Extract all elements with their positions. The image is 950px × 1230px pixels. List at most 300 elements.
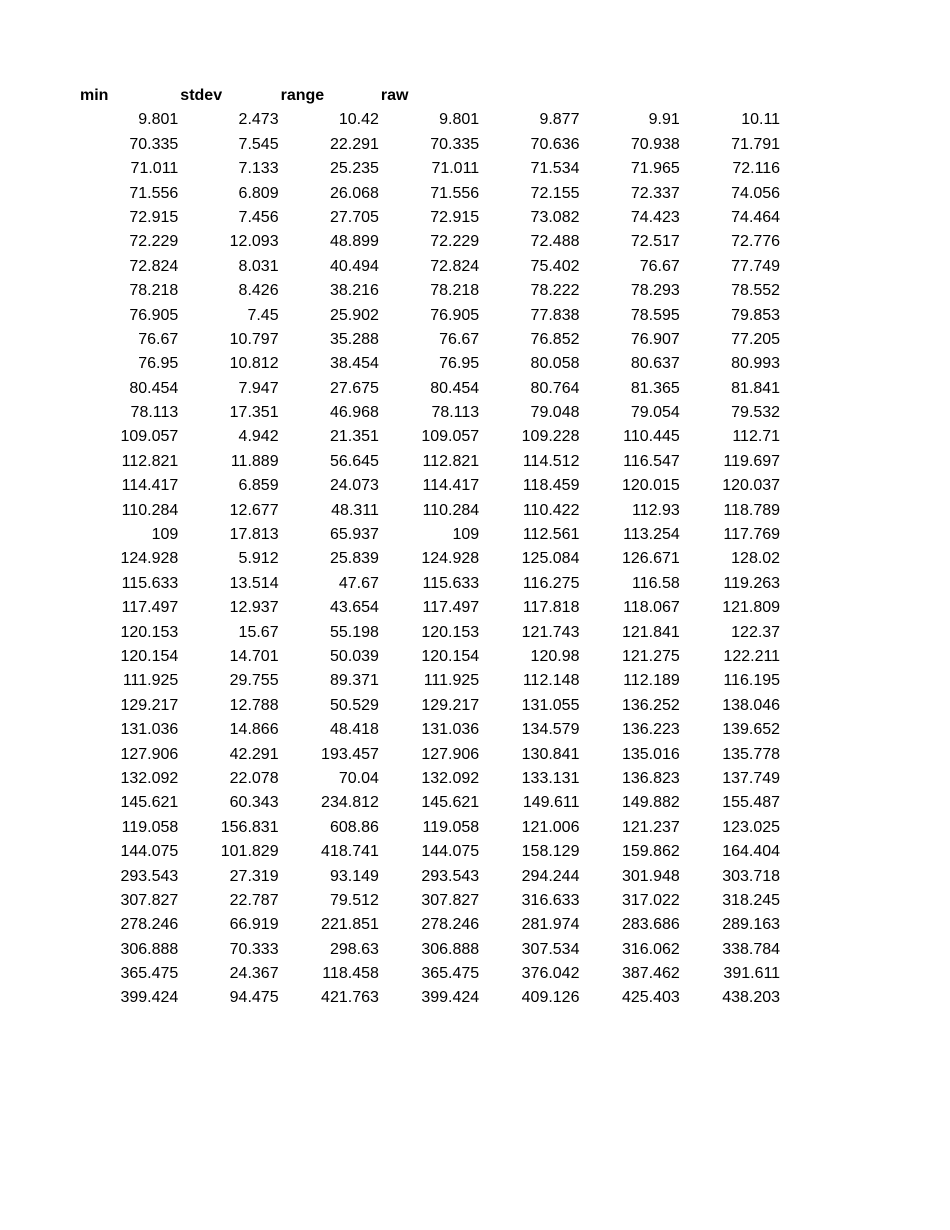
- table-cell: 159.862: [621, 843, 680, 861]
- table-cell: 15.67: [238, 623, 279, 641]
- table-cell: 66.919: [229, 916, 279, 934]
- table-cell: 112.821: [422, 452, 480, 470]
- table-cell: 71.791: [731, 135, 781, 153]
- table-cell: 116.275: [522, 574, 580, 592]
- table-cell: 22.078: [229, 769, 279, 787]
- table-cell: 306.888: [120, 940, 179, 958]
- table-cell: 125.084: [521, 550, 580, 568]
- table-cell: 80.764: [530, 379, 580, 397]
- table-cell: 399.424: [421, 989, 480, 1007]
- table-cell: 124.928: [120, 550, 179, 568]
- table-row: [79, 279, 781, 303]
- table-cell: 76.95: [439, 355, 480, 373]
- table-cell: 109.057: [120, 428, 179, 446]
- table-cell: 318.245: [722, 891, 781, 909]
- table-cell: 119.058: [422, 818, 480, 836]
- header-min: min: [80, 87, 109, 104]
- table-cell: 25.839: [329, 550, 379, 568]
- table-cell: 120.015: [621, 477, 680, 495]
- table-cell: 76.905: [430, 306, 480, 324]
- table-cell: 283.686: [621, 916, 680, 934]
- table-cell: 6.809: [238, 184, 279, 202]
- table-cell: 2.473: [238, 111, 279, 129]
- table-row: [79, 425, 781, 449]
- table-cell: 80.058: [530, 355, 580, 373]
- table-cell: 608.86: [329, 818, 379, 836]
- table-cell: 70.04: [338, 769, 379, 787]
- table-cell: 76.907: [630, 330, 680, 348]
- table-cell: 7.947: [238, 379, 279, 397]
- table-cell: 365.475: [421, 965, 480, 983]
- table-cell: 119.263: [723, 574, 781, 592]
- table-cell: 115.633: [422, 574, 480, 592]
- table-cell: 78.113: [130, 404, 179, 422]
- table-row: [79, 206, 781, 230]
- table-cell: 71.534: [530, 160, 580, 178]
- table-cell: 71.011: [130, 160, 179, 178]
- table-cell: 134.579: [521, 721, 580, 739]
- table-cell: 10.42: [338, 111, 379, 129]
- table-cell: 50.529: [329, 696, 379, 714]
- table-cell: 10.11: [741, 111, 781, 129]
- table-cell: 301.948: [621, 867, 680, 885]
- table-cell: 6.859: [238, 477, 279, 495]
- table-cell: 48.418: [329, 721, 379, 739]
- table-cell: 80.454: [430, 379, 480, 397]
- table-cell: 316.062: [621, 940, 680, 958]
- table-cell: 112.148: [522, 672, 580, 690]
- table-cell: 117.818: [522, 599, 580, 617]
- table-cell: 43.654: [329, 599, 379, 617]
- table-cell: 114.417: [422, 477, 480, 495]
- table-cell: 114.512: [522, 452, 580, 470]
- table-cell: 12.677: [229, 501, 279, 519]
- table-row: [79, 108, 781, 132]
- table-cell: 29.755: [229, 672, 279, 690]
- table-cell: 79.048: [530, 404, 580, 422]
- table-row: [79, 718, 781, 742]
- table-cell: 35.288: [329, 330, 379, 348]
- table-cell: 79.054: [630, 404, 680, 422]
- table-cell: 119.697: [723, 452, 781, 470]
- table-row: [79, 255, 781, 279]
- table-cell: 155.487: [722, 794, 781, 812]
- table-cell: 21.351: [329, 428, 379, 446]
- table-cell: 164.404: [722, 843, 781, 861]
- table-cell: 72.915: [430, 208, 480, 226]
- table-cell: 193.457: [321, 745, 379, 763]
- table-row: [79, 865, 781, 889]
- table-row: [79, 669, 781, 693]
- table-cell: 71.556: [430, 184, 480, 202]
- table-cell: 316.633: [521, 891, 580, 909]
- table-cell: 158.129: [521, 843, 580, 861]
- table-cell: 122.211: [723, 647, 781, 665]
- table-cell: 72.337: [630, 184, 680, 202]
- table-cell: 56.645: [329, 452, 379, 470]
- table-cell: 120.154: [421, 647, 480, 665]
- table-cell: 7.545: [238, 135, 279, 153]
- table-cell: 71.556: [129, 184, 179, 202]
- table-cell: 75.402: [530, 257, 580, 275]
- table-cell: 11.889: [230, 452, 279, 470]
- table-cell: 425.403: [621, 989, 680, 1007]
- table-cell: 12.937: [229, 599, 279, 617]
- table-row: [79, 791, 781, 815]
- table-cell: 118.789: [723, 501, 781, 519]
- table-row: [79, 645, 781, 669]
- table-cell: 74.464: [731, 208, 781, 226]
- table-cell: 7.133: [238, 160, 279, 178]
- table-row: [79, 133, 781, 157]
- table-cell: 12.788: [229, 696, 279, 714]
- table-cell: 129.217: [421, 696, 480, 714]
- table-cell: 338.784: [722, 940, 781, 958]
- table-cell: 113.254: [623, 526, 680, 544]
- table-cell: 5.912: [238, 550, 279, 568]
- table-cell: 74.423: [630, 208, 680, 226]
- table-cell: 138.046: [722, 696, 781, 714]
- table-cell: 70.335: [430, 135, 480, 153]
- table-cell: 110.284: [422, 501, 480, 519]
- table-cell: 387.462: [621, 965, 680, 983]
- table-cell: 70.333: [229, 940, 279, 958]
- table-row: [79, 840, 781, 864]
- table-cell: 55.198: [329, 623, 379, 641]
- table-row: [79, 377, 781, 401]
- header-row: [79, 84, 781, 108]
- table-cell: 70.938: [630, 135, 680, 153]
- table-cell: 78.293: [630, 282, 680, 300]
- table-row: [79, 499, 781, 523]
- table-cell: 117.497: [121, 599, 179, 617]
- table-cell: 111.925: [423, 672, 480, 690]
- table-cell: 65.937: [329, 526, 379, 544]
- table-row: [79, 694, 781, 718]
- table-cell: 307.827: [120, 891, 179, 909]
- table-cell: 14.701: [229, 647, 279, 665]
- table-cell: 132.092: [120, 769, 179, 787]
- table-cell: 110.445: [623, 428, 680, 446]
- table-cell: 42.291: [229, 745, 279, 763]
- table-cell: 409.126: [521, 989, 580, 1007]
- table-row: [79, 230, 781, 254]
- table-row: [79, 621, 781, 645]
- table-cell: 136.252: [621, 696, 680, 714]
- table-cell: 48.311: [331, 501, 379, 519]
- table-cell: 110.284: [121, 501, 179, 519]
- table-cell: 139.652: [722, 721, 781, 739]
- table-cell: 4.942: [238, 428, 279, 446]
- table-cell: 365.475: [120, 965, 179, 983]
- table-cell: 70.335: [129, 135, 179, 153]
- table-row: [79, 182, 781, 206]
- table-cell: 24.073: [329, 477, 379, 495]
- table-cell: 117.769: [723, 526, 781, 544]
- table-cell: 234.812: [321, 794, 379, 812]
- table-cell: 72.488: [530, 233, 580, 251]
- table-cell: 76.67: [439, 330, 480, 348]
- table-cell: 50.039: [329, 647, 379, 665]
- table-cell: 116.547: [623, 452, 680, 470]
- table-cell: 399.424: [120, 989, 179, 1007]
- table-cell: 127.906: [120, 745, 179, 763]
- table-cell: 135.016: [621, 745, 680, 763]
- table-cell: 9.877: [539, 111, 580, 129]
- table-cell: 70.636: [530, 135, 580, 153]
- header-range: range: [280, 87, 325, 104]
- table-cell: 115.633: [121, 574, 179, 592]
- table-cell: 135.778: [722, 745, 781, 763]
- table-cell: 116.58: [632, 574, 680, 592]
- table-cell: 120.154: [120, 647, 179, 665]
- table-cell: 120.037: [722, 477, 781, 495]
- table-cell: 76.67: [138, 330, 179, 348]
- table-row: [79, 889, 781, 913]
- table-cell: 114.417: [121, 477, 179, 495]
- table-row: [79, 962, 781, 986]
- table-cell: 7.456: [238, 208, 279, 226]
- table-cell: 38.454: [329, 355, 379, 373]
- table-cell: 38.216: [329, 282, 379, 300]
- table-cell: 46.968: [329, 404, 379, 422]
- table-cell: 124.928: [421, 550, 480, 568]
- table-cell: 121.275: [621, 647, 680, 665]
- table-cell: 77.205: [731, 330, 781, 348]
- table-cell: 72.229: [129, 233, 179, 251]
- table-cell: 116.195: [723, 672, 781, 690]
- table-cell: 293.543: [421, 867, 480, 885]
- table-cell: 81.841: [731, 379, 781, 397]
- table-row: [79, 450, 781, 474]
- table-cell: 307.534: [521, 940, 580, 958]
- table-cell: 137.749: [722, 769, 781, 787]
- table-cell: 48.899: [329, 233, 379, 251]
- table-cell: 71.965: [630, 160, 680, 178]
- table-cell: 118.459: [522, 477, 580, 495]
- table-cell: 131.036: [421, 721, 480, 739]
- table-cell: 317.022: [621, 891, 680, 909]
- table-cell: 120.98: [530, 647, 580, 665]
- table-cell: 156.831: [220, 818, 279, 836]
- table-cell: 77.838: [530, 306, 580, 324]
- table-cell: 109: [151, 526, 179, 544]
- table-row: [79, 523, 781, 547]
- table-cell: 121.237: [621, 818, 680, 836]
- table-cell: 10.797: [229, 330, 279, 348]
- table-cell: 111.925: [122, 672, 179, 690]
- table-cell: 25.902: [329, 306, 379, 324]
- table-cell: 418.741: [321, 843, 379, 861]
- table-cell: 60.343: [229, 794, 279, 812]
- table-cell: 132.092: [421, 769, 480, 787]
- table-cell: 78.595: [630, 306, 680, 324]
- table-cell: 17.351: [229, 404, 279, 422]
- table-cell: 307.827: [421, 891, 480, 909]
- table-cell: 278.246: [120, 916, 179, 934]
- table-cell: 306.888: [421, 940, 480, 958]
- table-cell: 26.068: [329, 184, 379, 202]
- table-row: [79, 816, 781, 840]
- table-cell: 76.905: [129, 306, 179, 324]
- table-row: [79, 474, 781, 498]
- table-cell: 145.621: [120, 794, 179, 812]
- table-cell: 121.006: [521, 818, 580, 836]
- table-cell: 10.812: [229, 355, 279, 373]
- table-cell: 22.787: [229, 891, 279, 909]
- table-cell: 122.37: [731, 623, 781, 641]
- table-cell: 17.813: [229, 526, 279, 544]
- table-row: [79, 328, 781, 352]
- table-cell: 293.543: [120, 867, 179, 885]
- table-cell: 72.776: [731, 233, 781, 251]
- table-row: [79, 352, 781, 376]
- table-cell: 120.153: [421, 623, 480, 641]
- table-cell: 13.514: [229, 574, 279, 592]
- table-cell: 109: [452, 526, 480, 544]
- table-cell: 109.057: [421, 428, 480, 446]
- table-cell: 8.426: [238, 282, 279, 300]
- table-row: [79, 547, 781, 571]
- table-cell: 109.228: [521, 428, 580, 446]
- table-row: [79, 157, 781, 181]
- table-row: [79, 913, 781, 937]
- table-cell: 145.621: [421, 794, 480, 812]
- table-cell: 278.246: [421, 916, 480, 934]
- table-cell: 81.365: [630, 379, 680, 397]
- table-cell: 27.705: [329, 208, 379, 226]
- table-cell: 77.749: [731, 257, 781, 275]
- table-cell: 79.532: [731, 404, 781, 422]
- table-cell: 79.853: [731, 306, 781, 324]
- table-cell: 72.915: [129, 208, 179, 226]
- table-cell: 93.149: [329, 867, 379, 885]
- table-cell: 289.163: [722, 916, 781, 934]
- table-row: [79, 596, 781, 620]
- header-raw: raw: [380, 87, 409, 104]
- table-cell: 120.153: [120, 623, 179, 641]
- table-cell: 144.075: [421, 843, 480, 861]
- table-cell: 7.45: [247, 306, 279, 324]
- table-row: [79, 743, 781, 767]
- table-cell: 133.131: [521, 769, 580, 787]
- table-cell: 73.082: [530, 208, 580, 226]
- table-cell: 72.229: [430, 233, 480, 251]
- table-cell: 136.223: [621, 721, 680, 739]
- table-cell: 27.675: [329, 379, 379, 397]
- table-cell: 76.67: [639, 257, 680, 275]
- table-cell: 110.422: [522, 501, 580, 519]
- table-cell: 121.841: [621, 623, 680, 641]
- header-stdev: stdev: [180, 87, 223, 104]
- table-cell: 112.561: [522, 526, 580, 544]
- table-cell: 80.637: [630, 355, 680, 373]
- table-row: [79, 767, 781, 791]
- table-cell: 129.217: [120, 696, 179, 714]
- table-cell: 72.155: [530, 184, 580, 202]
- table-row: [79, 572, 781, 596]
- table-cell: 78.222: [530, 282, 580, 300]
- table-cell: 221.851: [321, 916, 379, 934]
- table-cell: 76.95: [138, 355, 179, 373]
- table-cell: 119.058: [121, 818, 179, 836]
- table-body: [79, 108, 781, 1010]
- table-cell: 303.718: [722, 867, 781, 885]
- table-cell: 25.235: [329, 160, 379, 178]
- table-cell: 121.809: [722, 599, 781, 617]
- table-cell: 79.512: [329, 891, 379, 909]
- table-cell: 78.218: [129, 282, 179, 300]
- table-cell: 128.02: [731, 550, 781, 568]
- table-cell: 118.458: [322, 965, 379, 983]
- table-cell: 130.841: [521, 745, 580, 763]
- table-cell: 298.63: [329, 940, 379, 958]
- table-cell: 24.367: [229, 965, 279, 983]
- data-sheet: [79, 84, 781, 1011]
- table-cell: 376.042: [521, 965, 580, 983]
- table-cell: 89.371: [329, 672, 379, 690]
- table-cell: 9.801: [439, 111, 480, 129]
- table-cell: 78.113: [431, 404, 480, 422]
- table-row: [79, 986, 781, 1010]
- table-cell: 71.011: [431, 160, 480, 178]
- table-cell: 101.829: [220, 843, 279, 861]
- table-cell: 72.824: [129, 257, 179, 275]
- table-cell: 127.906: [421, 745, 480, 763]
- table-cell: 391.611: [723, 965, 781, 983]
- table-cell: 9.91: [648, 111, 680, 129]
- table-cell: 281.974: [521, 916, 580, 934]
- table-cell: 144.075: [120, 843, 179, 861]
- table-cell: 72.824: [430, 257, 480, 275]
- table-cell: 117.497: [422, 599, 480, 617]
- table-cell: 149.882: [621, 794, 680, 812]
- table-cell: 74.056: [731, 184, 781, 202]
- table-cell: 9.801: [138, 111, 179, 129]
- table-row: [79, 401, 781, 425]
- table-cell: 438.203: [722, 989, 781, 1007]
- table-cell: 40.494: [329, 257, 379, 275]
- table-cell: 131.036: [120, 721, 179, 739]
- table-cell: 47.67: [338, 574, 379, 592]
- table-cell: 80.454: [129, 379, 179, 397]
- table-cell: 8.031: [238, 257, 279, 275]
- table-cell: 80.993: [731, 355, 781, 373]
- table-cell: 27.319: [229, 867, 279, 885]
- table-cell: 72.116: [732, 160, 781, 178]
- table-cell: 126.671: [621, 550, 680, 568]
- table-cell: 14.866: [229, 721, 279, 739]
- table-cell: 149.611: [522, 794, 580, 812]
- table-cell: 421.763: [321, 989, 379, 1007]
- table-cell: 76.852: [530, 330, 580, 348]
- table-cell: 131.055: [521, 696, 580, 714]
- table-cell: 78.552: [731, 282, 781, 300]
- table-cell: 94.475: [229, 989, 279, 1007]
- table-cell: 72.517: [630, 233, 680, 251]
- table-cell: 112.189: [623, 672, 680, 690]
- table-cell: 22.291: [329, 135, 379, 153]
- table-cell: 294.244: [521, 867, 580, 885]
- table-cell: 112.93: [632, 501, 680, 519]
- table-row: [79, 304, 781, 328]
- table-cell: 12.093: [229, 233, 279, 251]
- table-cell: 112.821: [121, 452, 179, 470]
- table-cell: 118.067: [623, 599, 680, 617]
- table-cell: 136.823: [621, 769, 680, 787]
- table-cell: 78.218: [430, 282, 480, 300]
- table-cell: 123.025: [722, 818, 781, 836]
